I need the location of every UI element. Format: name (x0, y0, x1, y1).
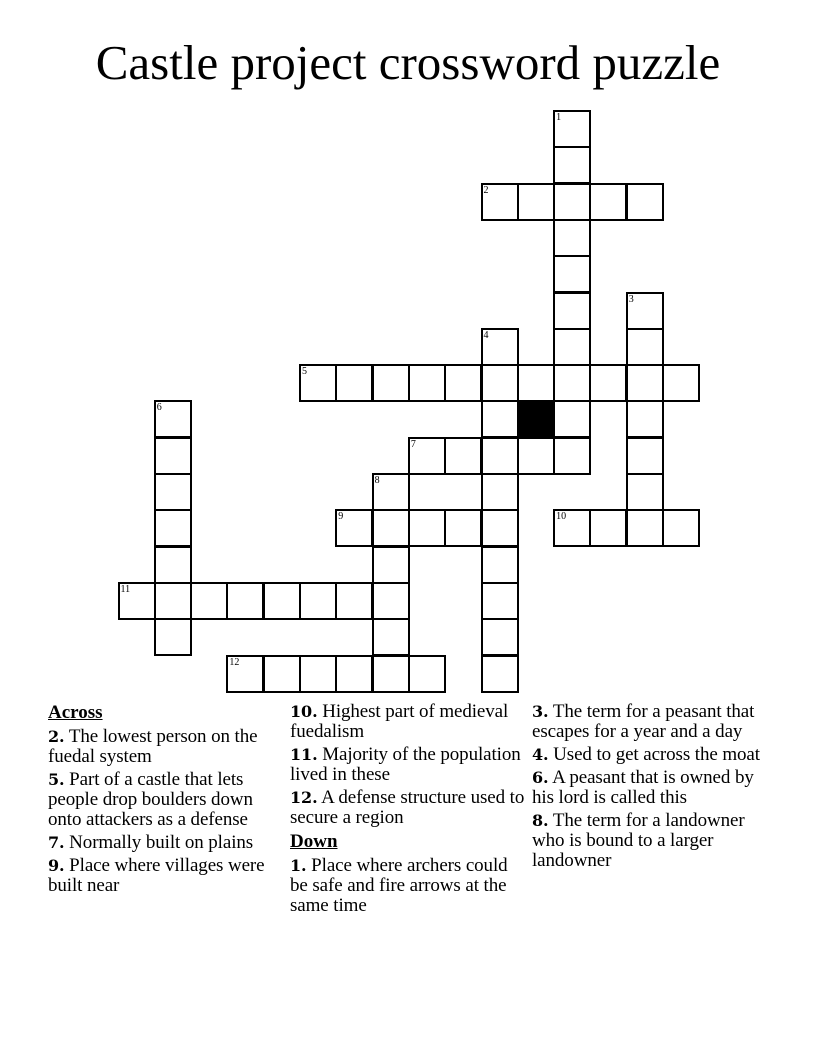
clue-text: Used to get across the moat (553, 744, 760, 765)
grid-cell[interactable] (662, 509, 700, 547)
clue-across-11 (290, 745, 525, 785)
grid-cell[interactable] (335, 364, 373, 402)
cell-number: 4 (483, 329, 489, 341)
cell-number: 11 (120, 583, 131, 595)
clue-down-4 (532, 745, 767, 765)
down-heading: Down (290, 831, 338, 852)
grid-cell[interactable] (553, 292, 591, 330)
grid-cell[interactable] (335, 509, 373, 547)
cell-number: 10 (556, 511, 567, 523)
clue-across-12 (290, 788, 525, 828)
grid-cell[interactable] (481, 582, 519, 620)
grid-cell[interactable] (154, 473, 192, 511)
grid-cell[interactable] (626, 473, 664, 511)
grid-cell[interactable] (626, 509, 664, 547)
black-cell (517, 400, 555, 438)
clue-number: 6. (532, 768, 549, 787)
grid-cell[interactable] (626, 437, 664, 475)
grid-cell[interactable] (481, 655, 519, 693)
grid-cell[interactable] (335, 582, 373, 620)
grid-cell[interactable] (444, 437, 482, 475)
cell-number: 5 (302, 366, 307, 378)
grid-cell[interactable] (154, 437, 192, 475)
grid-cell[interactable] (372, 582, 410, 620)
grid-cell[interactable] (372, 509, 410, 547)
clues-column-3 (532, 702, 767, 874)
clue-text: Normally built on plains (69, 832, 254, 853)
clue-down-8 (532, 811, 767, 871)
grid-cell[interactable] (154, 509, 192, 547)
grid-cell[interactable] (154, 400, 192, 438)
grid-cell[interactable] (553, 255, 591, 293)
cell-number: 7 (410, 438, 416, 450)
grid-cell[interactable] (408, 509, 446, 547)
clue-text: Place where villages were built near (48, 855, 265, 896)
grid-cell[interactable] (481, 328, 519, 366)
grid-cell[interactable] (481, 400, 519, 438)
grid-cell[interactable] (589, 364, 627, 402)
grid-cell[interactable] (481, 546, 519, 584)
grid-cell[interactable] (626, 183, 664, 221)
grid-cell[interactable] (299, 582, 337, 620)
clue-text: The term for a landowner who is bound to a larger landowner (532, 810, 745, 871)
cell-number: 12 (229, 656, 240, 668)
grid-cell[interactable] (408, 364, 446, 402)
grid-cell[interactable] (553, 183, 591, 221)
grid-cell[interactable] (553, 437, 591, 475)
clue-across-2 (48, 727, 283, 767)
grid-cell[interactable] (481, 509, 519, 547)
clue-down-1 (290, 856, 525, 916)
grid-cell[interactable] (626, 292, 664, 330)
grid-cell[interactable] (154, 546, 192, 584)
grid-cell[interactable] (408, 437, 446, 475)
clue-across-9 (48, 856, 283, 896)
clue-down-3 (532, 702, 767, 742)
grid-cell[interactable] (408, 655, 446, 693)
grid-cell[interactable] (662, 364, 700, 402)
grid-cell[interactable] (372, 655, 410, 693)
cell-number: 8 (374, 475, 380, 486)
grid-cell[interactable] (372, 473, 410, 511)
clues-column-2 (290, 702, 525, 919)
cell-number: 1 (556, 112, 562, 123)
clue-number: 7. (48, 833, 65, 852)
grid-cell[interactable] (589, 183, 627, 221)
clue-across-10 (290, 702, 525, 742)
clue-number: 3. (532, 702, 549, 721)
grid-cell[interactable] (553, 219, 591, 257)
clue-text: Majority of the population lived in these (290, 744, 521, 785)
clues-column-1 (48, 702, 283, 899)
grid-cell[interactable] (626, 364, 664, 402)
grid-cell[interactable] (226, 655, 264, 693)
grid-cell[interactable] (553, 110, 591, 148)
grid-cell[interactable] (372, 364, 410, 402)
clue-down-6 (532, 768, 767, 808)
clue-text: Part of a castle that lets people drop boulders down onto attackers as a defense (48, 769, 253, 830)
grid-cell[interactable] (226, 582, 264, 620)
clue-number: 2. (48, 727, 65, 746)
clue-text: A peasant that is owned by his lord is called this (532, 767, 754, 808)
grid-cell[interactable] (481, 437, 519, 475)
grid-cell[interactable] (372, 618, 410, 656)
cell-number: 2 (483, 184, 489, 196)
clue-number: 4. (532, 745, 549, 764)
grid-cell[interactable] (481, 364, 519, 402)
grid-cell[interactable] (263, 582, 301, 620)
clue-number: 1. (290, 856, 307, 875)
grid-cell[interactable] (299, 655, 337, 693)
grid-cell[interactable] (481, 183, 519, 221)
grid-cell[interactable] (118, 582, 156, 620)
clue-text: Place where archers could be safe and fire arrows at the same time (290, 855, 508, 916)
grid-cell[interactable] (626, 400, 664, 438)
clue-text: Highest part of medieval fuedalism (290, 701, 509, 742)
grid-cell[interactable] (553, 146, 591, 184)
grid-cell[interactable] (517, 364, 555, 402)
clue-number: 8. (532, 811, 549, 830)
clue-number: 12. (290, 788, 318, 807)
clue-across-5 (48, 770, 283, 830)
clue-text: A defense structure used to secure a region (290, 787, 525, 828)
grid-cell[interactable] (553, 400, 591, 438)
clue-number: 5. (48, 770, 65, 789)
grid-cell[interactable] (372, 546, 410, 584)
grid-cell[interactable] (553, 328, 591, 366)
cell-number: 6 (156, 402, 162, 414)
grid-cell[interactable] (444, 509, 482, 547)
grid-cell[interactable] (517, 437, 555, 475)
grid-cell[interactable] (154, 618, 192, 656)
grid-cell[interactable] (553, 364, 591, 402)
grid-cell[interactable] (154, 582, 192, 620)
grid-cell[interactable] (299, 364, 337, 402)
grid-cell[interactable] (444, 364, 482, 402)
clue-across-7 (48, 833, 283, 853)
cell-number: 3 (628, 293, 634, 305)
grid-cell[interactable] (481, 618, 519, 656)
clue-number: 9. (48, 856, 65, 875)
clue-text: The lowest person on the fuedal system (48, 726, 258, 767)
clue-number: 10. (290, 702, 318, 721)
clue-number: 11. (290, 745, 318, 764)
grid-cell[interactable] (190, 582, 228, 620)
grid-cell[interactable] (481, 473, 519, 511)
grid-cell[interactable] (626, 328, 664, 366)
grid-cell[interactable] (263, 655, 301, 693)
cell-number: 9 (338, 511, 344, 523)
grid-cell[interactable] (517, 183, 555, 221)
grid-cell[interactable] (589, 509, 627, 547)
grid-cell[interactable] (553, 509, 591, 547)
clue-text: The term for a peasant that escapes for a year and a day (532, 701, 755, 742)
grid-cell[interactable] (335, 655, 373, 693)
page-title: Castle project crossword puzzle (95, 35, 721, 90)
across-heading: Across (48, 702, 103, 723)
